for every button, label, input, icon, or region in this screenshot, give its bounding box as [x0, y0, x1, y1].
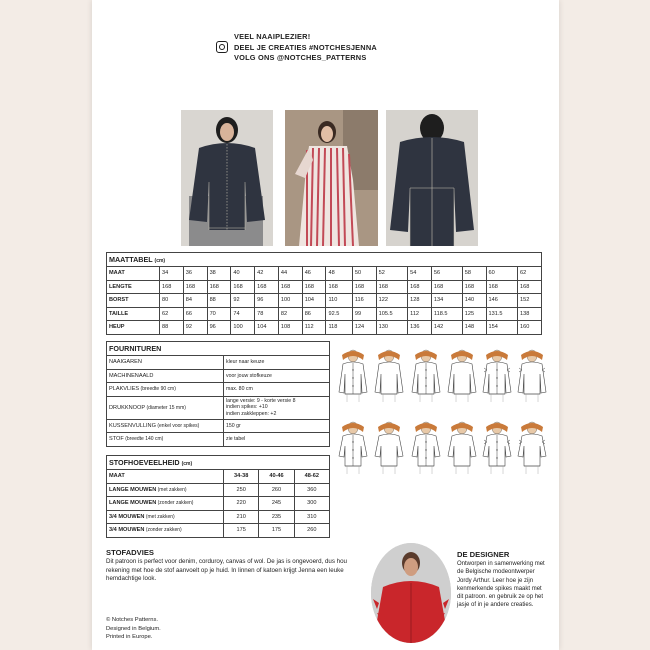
size-cell: 40 [231, 267, 255, 281]
designer-photo [371, 543, 451, 643]
jacket-sketch [446, 420, 478, 476]
size-cell: 105.5 [376, 307, 408, 321]
size-table-row [107, 294, 542, 308]
fournituren-item [107, 356, 224, 370]
fabric-amount-cell: 360 [294, 483, 329, 497]
designer-title: DE DESIGNER [457, 550, 510, 559]
jacket-sketch [481, 348, 513, 404]
fabric-amount-variant [107, 497, 224, 511]
size-table-row [107, 267, 542, 281]
fabric-amount-variant [107, 510, 224, 524]
size-cell: 122 [376, 294, 408, 308]
fabric-amount-variant-label: LANGE MOUWEN [109, 500, 157, 507]
size-cell: 52 [376, 267, 408, 281]
fabric-amount-variant [107, 524, 224, 538]
fabric-amount-header: 34-38 [224, 470, 259, 484]
fournituren-item [107, 433, 224, 447]
fournituren-value: voor jouw stofkeuze [224, 369, 330, 383]
fournituren-item-label: KUSSENVULLING [109, 422, 156, 429]
jacket-sketch [337, 348, 369, 404]
jacket-sketch [516, 348, 548, 404]
jacket-sketch [373, 420, 405, 476]
fournituren-item [107, 383, 224, 397]
size-cell: 131.5 [486, 307, 518, 321]
size-cell: 125 [462, 307, 486, 321]
photo-jacket-front [181, 110, 273, 246]
size-cell: 130 [376, 321, 408, 335]
fabric-amount-variant-note: (zonder zakken) [144, 527, 182, 534]
size-cell: 168 [462, 280, 486, 294]
fabric-amount-variant-label: LANGE MOUWEN [109, 486, 157, 493]
size-cell: 154 [486, 321, 518, 335]
fournituren-row [107, 433, 330, 447]
fournituren-item-note: (breedte 90 cm) [139, 386, 176, 393]
size-cell: 168 [207, 280, 231, 294]
size-cell: 50 [352, 267, 376, 281]
size-cell: 70 [207, 307, 231, 321]
size-cell: 146 [486, 294, 518, 308]
fabric-amount-title: STOFHOEVEELHEID (cm) [107, 456, 330, 470]
size-cell: 128 [408, 294, 432, 308]
jacket-sketch [410, 348, 442, 404]
size-cell: 168 [352, 280, 376, 294]
size-cell: 138 [518, 307, 542, 321]
fournituren-row [107, 396, 330, 419]
size-cell: 44 [278, 267, 302, 281]
photo-jacket-back [386, 110, 478, 246]
size-cell: 118 [326, 321, 352, 335]
social-hashtag: DEEL JE CREATIES #NOTCHESJENNA [234, 42, 377, 52]
size-cell: 112 [302, 321, 326, 335]
fabric-amount-variant-label: 3/4 MOUWEN [109, 513, 145, 520]
fabric-amount-cell: 250 [224, 483, 259, 497]
fabric-amount-row [107, 510, 330, 524]
size-cell: 38 [207, 267, 231, 281]
size-cell: 36 [183, 267, 207, 281]
size-cell: 116 [352, 294, 376, 308]
size-row-label: LENGTE [107, 280, 160, 294]
size-cell: 168 [486, 280, 518, 294]
size-cell: 62 [160, 307, 184, 321]
fournituren-row [107, 419, 330, 433]
fournituren-row [107, 356, 330, 370]
fabric-amount-cell: 245 [259, 497, 294, 511]
fabric-amount-row [107, 524, 330, 538]
size-cell: 142 [431, 321, 462, 335]
fournituren-item-label: PLAKVLIES [109, 386, 140, 393]
size-cell: 80 [160, 294, 184, 308]
jacket-sketch [446, 348, 478, 404]
fournituren-item-note: (enkel voor spikes) [155, 422, 200, 429]
size-cell: 100 [231, 321, 255, 335]
size-cell: 152 [518, 294, 542, 308]
size-cell: 82 [278, 307, 302, 321]
fabric-amount-variant-note: (met zakken) [144, 513, 175, 520]
fabric-advice-title: STOFADVIES [106, 548, 154, 557]
fournituren-value: 150 gr [224, 419, 330, 433]
size-cell: 168 [183, 280, 207, 294]
fabric-amount-cell: 235 [259, 510, 294, 524]
size-cell: 92.5 [326, 307, 352, 321]
size-row-label: MAAT [107, 267, 160, 281]
size-table [106, 252, 542, 335]
fournituren-title: FOURNITUREN [107, 342, 330, 356]
fournituren-table [106, 341, 330, 447]
fabric-amount-variant-note: (zonder zakken) [156, 500, 194, 507]
fournituren-item-label: DRUKKNOOP [109, 404, 146, 411]
size-cell: 136 [408, 321, 432, 335]
size-cell: 104 [255, 321, 279, 335]
size-cell: 168 [431, 280, 462, 294]
fabric-amount-table [106, 455, 330, 538]
fabric-amount-row [107, 483, 330, 497]
designed-line: Designed in Belgium. [106, 625, 161, 632]
fabric-amount-variant [107, 483, 224, 497]
photo-striped-outfit [285, 110, 378, 246]
size-row-label: BORST [107, 294, 160, 308]
fournituren-value: zie tabel [224, 433, 330, 447]
size-cell: 92 [183, 321, 207, 335]
jacket-sketch [516, 420, 548, 476]
size-cell: 48 [326, 267, 352, 281]
copyright-footer [106, 616, 161, 642]
designer-text: Ontworpen in samenwerking met de Belgische modeontwerper Jordy Arthur. Leer hoe je zijn kenmerkende spikes maakt met dit patroon. en gebruik ze op het jasje of in je andere creaties. [457, 561, 545, 609]
size-cell: 168 [408, 280, 432, 294]
size-row-label: TAILLE [107, 307, 160, 321]
fournituren-row [107, 383, 330, 397]
size-cell: 56 [431, 267, 462, 281]
size-cell: 168 [255, 280, 279, 294]
size-cell: 168 [376, 280, 408, 294]
size-cell: 168 [326, 280, 352, 294]
size-cell: 60 [486, 267, 518, 281]
jacket-sketch [481, 420, 513, 476]
size-cell: 148 [462, 321, 486, 335]
size-cell: 160 [518, 321, 542, 335]
size-cell: 140 [462, 294, 486, 308]
fabric-amount-cell: 300 [294, 497, 329, 511]
size-table-row [107, 280, 542, 294]
fournituren-value: lange versie: 9 - korte versie 8 indien spikes: +10 indien zakkleppen: +2 [224, 396, 330, 419]
size-cell: 99 [352, 307, 376, 321]
fabric-amount-cell: 260 [294, 524, 329, 538]
size-cell: 88 [160, 321, 184, 335]
printed-line: Printed in Europe. [106, 634, 153, 640]
size-cell: 168 [302, 280, 326, 294]
size-cell: 34 [160, 267, 184, 281]
size-cell: 124 [352, 321, 376, 335]
fournituren-item-label: NAAIGAREN [109, 359, 142, 366]
size-cell: 168 [278, 280, 302, 294]
size-cell: 96 [207, 321, 231, 335]
fabric-amount-header: 48-62 [294, 470, 329, 484]
fabric-amount-header-row [107, 470, 330, 484]
fournituren-item [107, 396, 224, 419]
instagram-icon [216, 41, 228, 53]
size-cell: 108 [278, 321, 302, 335]
size-cell: 66 [183, 307, 207, 321]
fabric-amount-cell: 310 [294, 510, 329, 524]
fabric-amount-variant-label: 3/4 MOUWEN [109, 527, 145, 534]
fournituren-row [107, 369, 330, 383]
size-cell: 42 [255, 267, 279, 281]
size-cell: 78 [255, 307, 279, 321]
size-cell: 54 [408, 267, 432, 281]
size-cell: 134 [431, 294, 462, 308]
fabric-amount-cell: 210 [224, 510, 259, 524]
size-cell: 110 [326, 294, 352, 308]
size-cell: 112 [408, 307, 432, 321]
size-cell: 96 [255, 294, 279, 308]
size-cell: 58 [462, 267, 486, 281]
size-cell: 62 [518, 267, 542, 281]
size-table-row [107, 307, 542, 321]
fabric-amount-header: MAAT [107, 470, 224, 484]
copyright-line: © Notches Patterns. [106, 617, 158, 623]
jacket-sketch [337, 420, 369, 476]
fabric-amount-cell: 175 [259, 524, 294, 538]
fabric-amount-cell: 175 [224, 524, 259, 538]
social-headline: VEEL NAAIPLEZIER! [234, 32, 311, 41]
fournituren-item-label: MACHINENAALD [109, 372, 154, 379]
size-cell: 118.5 [431, 307, 462, 321]
size-cell: 168 [160, 280, 184, 294]
fournituren-value: kleur naar keuze [224, 356, 330, 370]
size-cell: 100 [278, 294, 302, 308]
fabric-amount-header: 40-46 [259, 470, 294, 484]
size-cell: 104 [302, 294, 326, 308]
fournituren-item-note: (breedte 140 cm) [123, 436, 164, 443]
jacket-sketch [410, 420, 442, 476]
fabric-amount-cell: 260 [259, 483, 294, 497]
size-cell: 86 [302, 307, 326, 321]
size-cell: 46 [302, 267, 326, 281]
size-table-title: MAATTABEL (cm) [107, 253, 542, 267]
fournituren-item [107, 369, 224, 383]
jacket-sketch [373, 348, 405, 404]
fabric-amount-cell: 220 [224, 497, 259, 511]
size-cell: 74 [231, 307, 255, 321]
fournituren-item-note: (diameter 15 mm) [145, 404, 186, 411]
social-handle: VOLG ONS @NOTCHES_PATTERNS [234, 53, 367, 62]
fournituren-item-label: STOF [109, 436, 124, 443]
fournituren-item [107, 419, 224, 433]
size-cell: 168 [231, 280, 255, 294]
fabric-advice-text: Dit patroon is perfect voor denim, corduroy, canvas of wol. De jas is ongevoerd, dus hou rekening met hoe de stof aanvoelt op je huid. In linnen of katoen krijgt Jenna een leuke hemdachtige look. [106, 558, 347, 583]
fournituren-value: max. 80 cm [224, 383, 330, 397]
fabric-amount-row [107, 497, 330, 511]
size-cell: 84 [183, 294, 207, 308]
size-cell: 88 [207, 294, 231, 308]
fabric-amount-variant-note: (met zakken) [156, 486, 187, 493]
size-table-row [107, 321, 542, 335]
size-cell: 92 [231, 294, 255, 308]
size-cell: 168 [518, 280, 542, 294]
social-block [234, 32, 377, 64]
size-row-label: HEUP [107, 321, 160, 335]
